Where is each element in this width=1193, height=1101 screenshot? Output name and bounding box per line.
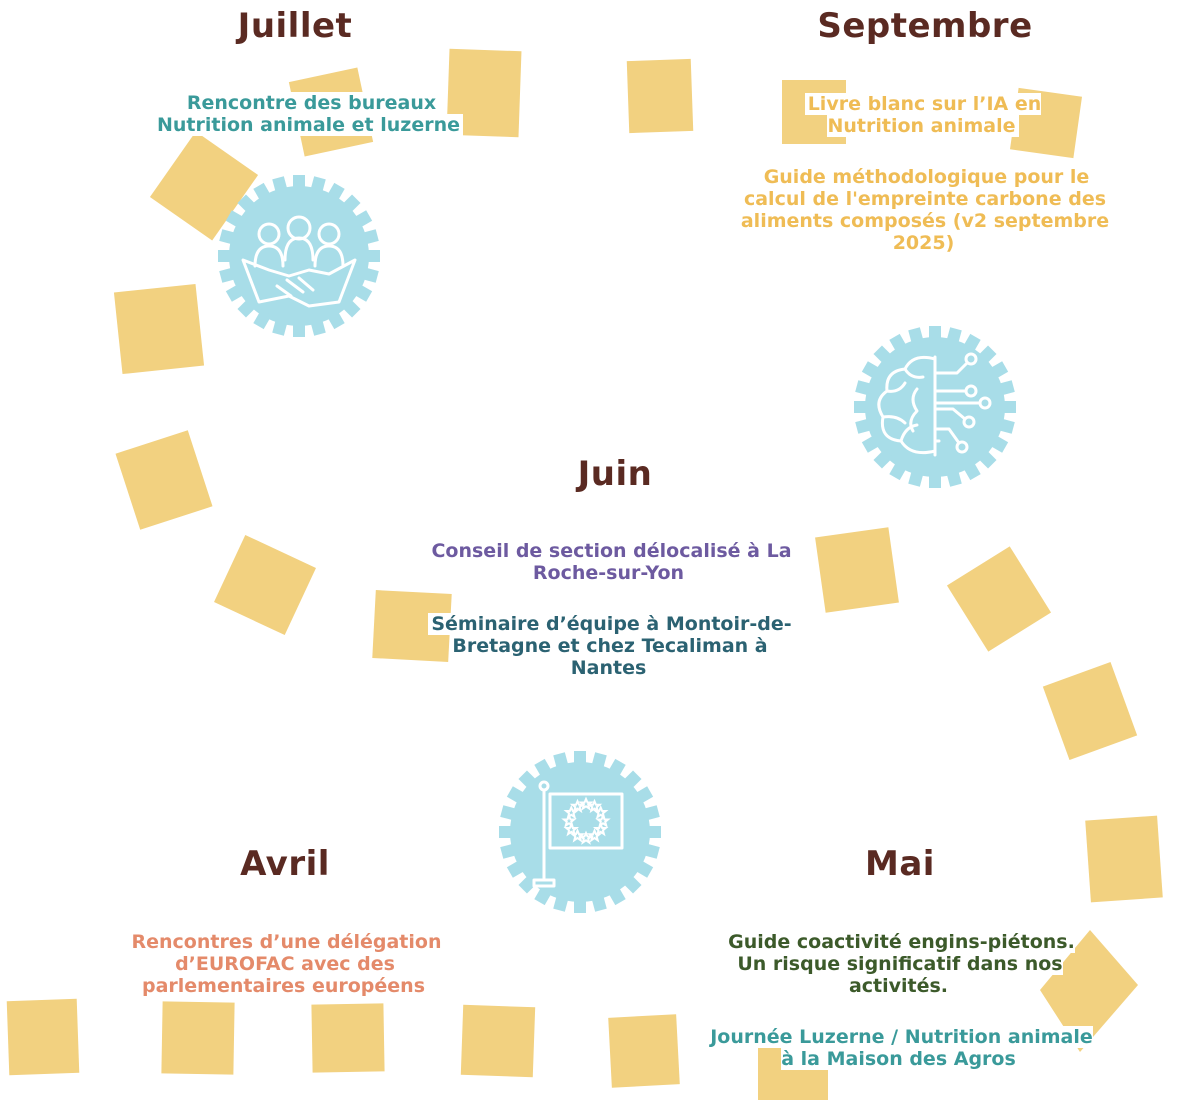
ai-brain-gear-icon (850, 322, 1020, 492)
month-title-juillet: Juillet (237, 6, 353, 46)
juin-item-seminaire-equipe (420, 613, 800, 679)
item-text: Journée Luzerne / Nutrition animale à la Maison des Agros (707, 1026, 1093, 1070)
teamwork-handshake-gear-icon (215, 172, 383, 340)
item-text: Livre blanc sur l’IA en Nutrition animale (805, 93, 1042, 137)
juin-item-conseil-section (420, 540, 800, 584)
item-text: Rencontres d’une délégation d’EUROFAC avec des parlementaires européens (128, 931, 441, 997)
month-title-mai: Mai (865, 844, 935, 884)
path-dash (114, 284, 204, 374)
month-title-juin: Juin (577, 454, 653, 494)
path-dash (627, 59, 693, 133)
path-dash (214, 535, 316, 635)
path-dash (115, 430, 212, 530)
septembre-item-guide-carbone (740, 166, 1110, 254)
path-dash (161, 1001, 234, 1074)
mai-item-journee-luzerne (705, 1026, 1095, 1070)
path-dash (311, 1003, 384, 1072)
path-dash (1085, 816, 1163, 903)
septembre-item-livre-blanc (778, 93, 1068, 137)
path-dash (947, 546, 1051, 651)
mai-item-guide-coactivite (710, 931, 1090, 997)
month-title-septembre: Septembre (817, 6, 1033, 46)
item-text: Conseil de section délocalisé à La Roche-sur-Yon (428, 540, 791, 584)
item-text: Rencontre des bureaux Nutrition animale et luzerne (157, 92, 463, 136)
juillet-item-rencontre-bureaux (140, 92, 480, 136)
path-dash (461, 1005, 535, 1077)
item-text: Guide coactivité engins-piétons. Un risque significatif dans nos activités. (725, 931, 1075, 997)
path-dash (1043, 662, 1137, 760)
path-dash (815, 527, 899, 613)
item-text: Séminaire d’équipe à Montoir-de-Bretagne et chez Tecaliman à Nantes (428, 613, 791, 679)
item-text: Guide méthodologique pour le calcul de l'empreinte carbone des aliments composés (v2 septembre 2025) (740, 166, 1110, 254)
avril-item-eurofac (95, 931, 475, 997)
path-dash (7, 999, 80, 1075)
eu-flag-gear-icon (495, 747, 665, 917)
path-dash (608, 1014, 680, 1087)
month-title-avril: Avril (240, 844, 330, 884)
